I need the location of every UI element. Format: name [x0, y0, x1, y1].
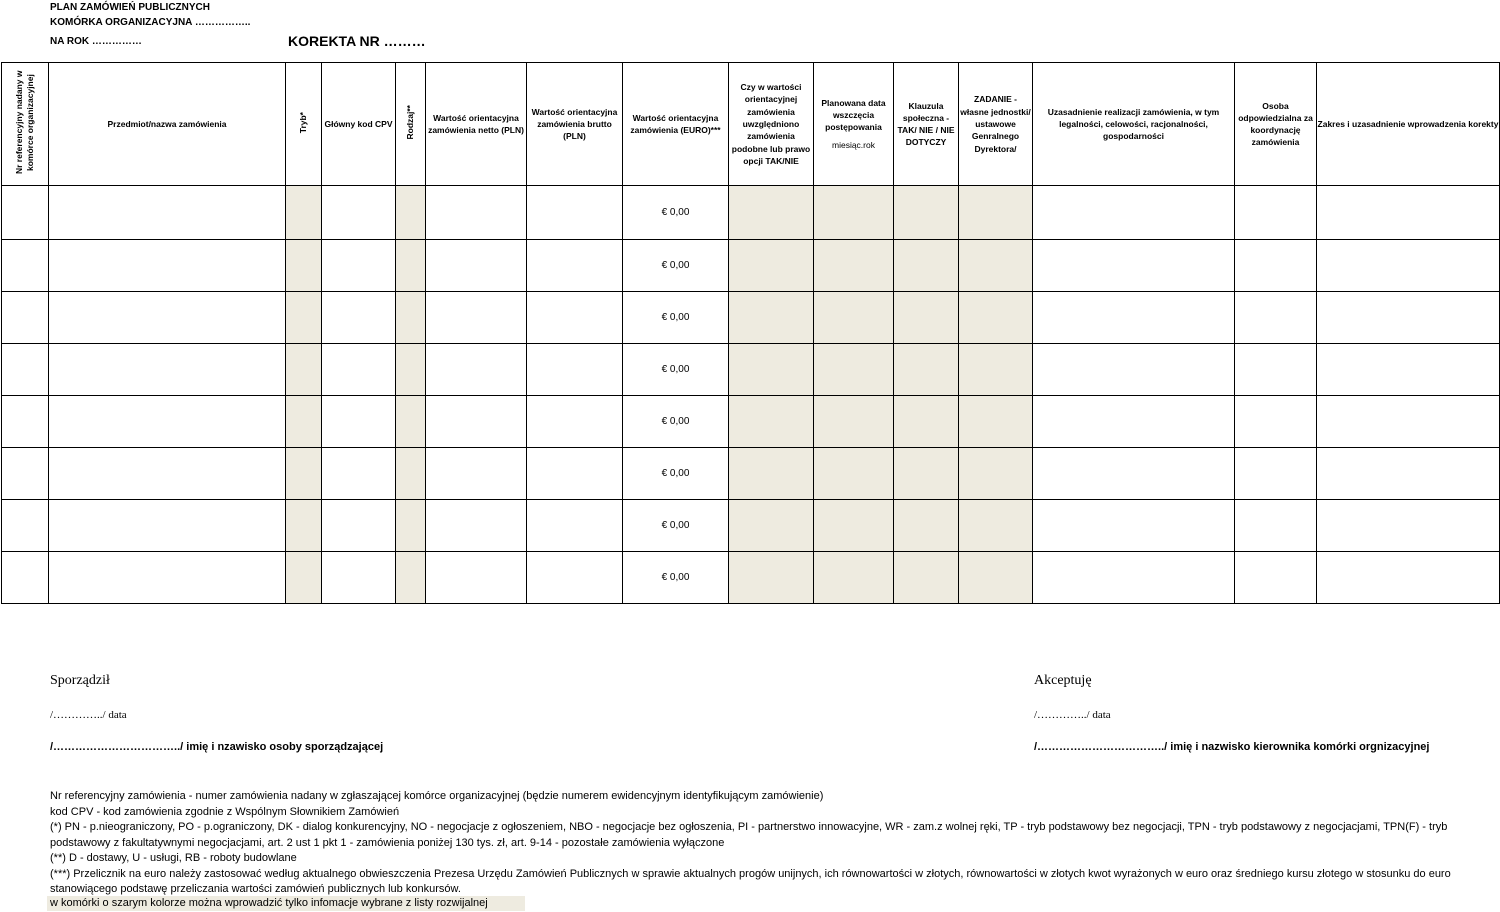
col-brutto: Wartość orientacyjna zamówienia brutto (PLN): [527, 63, 623, 186]
cell-uzasadnienie[interactable]: [1033, 344, 1235, 396]
cell-przedmiot[interactable]: [49, 500, 286, 552]
cell-zadanie[interactable]: [959, 240, 1033, 292]
cell-uzasadnienie[interactable]: [1033, 500, 1235, 552]
cell-klauzula[interactable]: [894, 448, 959, 500]
cell-zadanie[interactable]: [959, 292, 1033, 344]
cell-zadanie[interactable]: [959, 448, 1033, 500]
cell-netto[interactable]: [426, 500, 527, 552]
cell-zamowienia-podobne[interactable]: [729, 186, 814, 240]
cell-netto[interactable]: [426, 292, 527, 344]
cell-rodzaj[interactable]: [396, 186, 426, 240]
cell-zamowienia-podobne[interactable]: [729, 396, 814, 448]
header-title: PLAN ZAMÓWIEŃ PUBLICZNYCH: [50, 2, 210, 13]
cell-euro[interactable]: € 0,00: [623, 240, 729, 292]
table-row: [2, 448, 1500, 500]
col-kod-cpv: Główny kod CPV: [322, 63, 396, 186]
col-zamowienia-podobne: Czy w wartości orientacyjnej zamówienia uwzględniono zamówienia podobne lub prawo opcji TAK/NIE: [729, 63, 814, 186]
cell-kod-cpv[interactable]: [322, 344, 396, 396]
cell-uzasadnienie[interactable]: [1033, 448, 1235, 500]
cell-przedmiot[interactable]: [49, 186, 286, 240]
cell-osoba[interactable]: [1235, 396, 1317, 448]
cell-tryb[interactable]: [286, 240, 322, 292]
cell-korekta[interactable]: [1317, 186, 1500, 240]
plan-table: [1, 62, 1500, 604]
col-korekta: Zakres i uzasadnienie wprowadzenia korekty: [1317, 63, 1500, 186]
cell-zamowienia-podobne[interactable]: [729, 292, 814, 344]
cell-klauzula[interactable]: [894, 292, 959, 344]
cell-zadanie[interactable]: [959, 552, 1033, 604]
header-unit: KOMÓRKA ORGANIZACYJNA ……………..: [50, 17, 251, 28]
cell-nr-referencyjny[interactable]: [2, 500, 49, 552]
cell-osoba[interactable]: [1235, 240, 1317, 292]
cell-tryb[interactable]: [286, 396, 322, 448]
col-planowana-data: Planowana data wszczęcia postępowania miesiąc.rok: [814, 63, 894, 186]
cell-planowana-data[interactable]: [814, 552, 894, 604]
cell-zamowienia-podobne[interactable]: [729, 552, 814, 604]
cell-planowana-data[interactable]: [814, 240, 894, 292]
cell-uzasadnienie[interactable]: [1033, 396, 1235, 448]
cell-przedmiot[interactable]: [49, 552, 286, 604]
cell-kod-cpv[interactable]: [322, 552, 396, 604]
cell-korekta[interactable]: [1317, 448, 1500, 500]
col-zadanie: ZADANIE - własne jednostki/ ustawowe Genralnego Dyrektora/: [959, 63, 1033, 186]
cell-zamowienia-podobne[interactable]: [729, 240, 814, 292]
cell-uzasadnienie[interactable]: [1033, 552, 1235, 604]
cell-klauzula[interactable]: [894, 500, 959, 552]
cell-przedmiot[interactable]: [49, 344, 286, 396]
cell-planowana-data[interactable]: [814, 344, 894, 396]
cell-kod-cpv[interactable]: [322, 448, 396, 500]
cell-nr-referencyjny[interactable]: [2, 448, 49, 500]
cell-netto[interactable]: [426, 344, 527, 396]
cell-osoba[interactable]: [1235, 344, 1317, 396]
col-uzasadnienie: Uzasadnienie realizacji zamówienia, w tym legalności, celowości, racjonalności, gospodarności: [1033, 63, 1235, 186]
cell-netto[interactable]: [426, 396, 527, 448]
cell-zadanie[interactable]: [959, 500, 1033, 552]
cell-klauzula[interactable]: [894, 186, 959, 240]
cell-nr-referencyjny[interactable]: [2, 240, 49, 292]
cell-zamowienia-podobne[interactable]: [729, 448, 814, 500]
cell-brutto[interactable]: [527, 448, 623, 500]
cell-planowana-data[interactable]: [814, 292, 894, 344]
right-signature-title: Akceptuję: [1034, 673, 1092, 688]
cell-korekta[interactable]: [1317, 240, 1500, 292]
left-signature-name: /……………………………../ imię i nzawisko osoby sporządzającej: [50, 741, 384, 753]
left-signature-title: Sporządził: [50, 673, 110, 688]
cell-euro[interactable]: € 0,00: [623, 552, 729, 604]
left-signature-date: /…………../ data: [50, 709, 127, 721]
cell-tryb[interactable]: [286, 552, 322, 604]
cell-nr-referencyjny[interactable]: [2, 186, 49, 240]
cell-nr-referencyjny[interactable]: [2, 552, 49, 604]
cell-rodzaj[interactable]: [396, 448, 426, 500]
cell-netto[interactable]: [426, 186, 527, 240]
cell-korekta[interactable]: [1317, 344, 1500, 396]
col-przedmiot: Przedmiot/nazwa zamówienia: [49, 63, 286, 186]
cell-osoba[interactable]: [1235, 448, 1317, 500]
cell-nr-referencyjny[interactable]: [2, 396, 49, 448]
right-signature-name: /……………………………../ imię i nazwisko kierownika komórki orgnizacyjnej: [1034, 741, 1430, 753]
cell-uzasadnienie[interactable]: [1033, 292, 1235, 344]
cell-euro[interactable]: € 0,00: [623, 344, 729, 396]
korekta-number: KOREKTA NR ………: [288, 33, 426, 49]
cell-euro[interactable]: € 0,00: [623, 396, 729, 448]
footnotes: [50, 789, 1490, 898]
cell-korekta[interactable]: [1317, 552, 1500, 604]
header-year: NA ROK ……………: [50, 36, 142, 47]
cell-tryb[interactable]: [286, 186, 322, 240]
note-nr-referencyjny: Nr referencyjny zamówienia - numer zamówienia nadany w zgłaszającej komórce organizacyjnej (będzie numerem ewidencyjnym identyfikującym zamówienie): [50, 790, 824, 802]
cell-klauzula[interactable]: [894, 344, 959, 396]
cell-przedmiot[interactable]: [49, 240, 286, 292]
cell-brutto[interactable]: [527, 552, 623, 604]
col-netto: Wartość orientacyjna zamówienia netto (PLN): [426, 63, 527, 186]
cell-osoba[interactable]: [1235, 292, 1317, 344]
cell-euro[interactable]: € 0,00: [623, 292, 729, 344]
table-row: [2, 500, 1500, 552]
cell-tryb[interactable]: [286, 344, 322, 396]
cell-zadanie[interactable]: [959, 186, 1033, 240]
note-kod-cpv: kod CPV - kod zamówienia zgodnie z Wspólnym Słownikiem Zamówień: [50, 805, 400, 818]
cell-uzasadnienie[interactable]: [1033, 186, 1235, 240]
cell-nr-referencyjny[interactable]: [2, 344, 49, 396]
cell-netto[interactable]: [426, 240, 527, 292]
col-klauzula: Klauzula społeczna - TAK/ NIE / NIE DOTYCZY: [894, 63, 959, 186]
cell-euro[interactable]: € 0,00: [623, 448, 729, 500]
cell-klauzula[interactable]: [894, 552, 959, 604]
cell-kod-cpv[interactable]: [322, 186, 396, 240]
cell-zamowienia-podobne[interactable]: [729, 500, 814, 552]
cell-rodzaj[interactable]: [396, 552, 426, 604]
cell-kod-cpv[interactable]: [322, 396, 396, 448]
cell-klauzula[interactable]: [894, 396, 959, 448]
cell-przedmiot[interactable]: [49, 448, 286, 500]
col-euro: Wartość orientacyjna zamówienia (EURO)***: [623, 63, 729, 186]
note-euro: (***) Przelicznik na euro należy zastosować według aktualnego obwieszczenia Prezesa Urzędu Zamówień Publicznych w sprawie aktualnych progów unijnych, ich równowartości w złotych, równowartości w złotych kwot wyrażonych w euro oraz średniego kursu złotego w stosunku do euro stanowiącego podstawę przeliczania wartości zamówień publicznych lub konkursów.: [50, 867, 1451, 895]
table-row: [2, 552, 1500, 604]
cell-kod-cpv[interactable]: [322, 240, 396, 292]
cell-rodzaj[interactable]: [396, 240, 426, 292]
col-tryb: Tryb*: [286, 63, 322, 186]
cell-brutto[interactable]: [527, 396, 623, 448]
cell-kod-cpv[interactable]: [322, 500, 396, 552]
cell-zadanie[interactable]: [959, 344, 1033, 396]
cell-osoba[interactable]: [1235, 500, 1317, 552]
cell-zadanie[interactable]: [959, 396, 1033, 448]
col-osoba: Osoba odpowiedzialna za koordynację zamówienia: [1235, 63, 1317, 186]
cell-tryb[interactable]: [286, 448, 322, 500]
shaded-cells-legend: w komórki o szarym kolorze można wprowadzić tylko infomacje wybrane z listy rozwijalnej: [47, 896, 525, 911]
cell-brutto[interactable]: [527, 344, 623, 396]
cell-korekta[interactable]: [1317, 292, 1500, 344]
cell-nr-referencyjny[interactable]: [2, 292, 49, 344]
cell-tryb[interactable]: [286, 292, 322, 344]
cell-przedmiot[interactable]: [49, 292, 286, 344]
note-rodzaj: (**) D - dostawy, U - usługi, RB - roboty budowlane: [50, 852, 297, 864]
cell-planowana-data[interactable]: [814, 448, 894, 500]
cell-rodzaj[interactable]: [396, 344, 426, 396]
table-row: [2, 186, 1500, 240]
note-tryb: (*) PN - p.nieograniczony, PO - p.ograniczony, DK - dialog konkurencyjny, NO - negocjacje z ogłoszeniem, NBO - negocjacje bez ogłoszenia, PI - partnerstwo innowacyjne, WR - zam.z wolnej ręki, TP - tryb podstawowy bez negocjacji, TPN - tryb podstawowy z negocjacjami, TPN(F) - tryb podstawowy z fakultatywnymi negocjacjami, art. 2 ust 1 pkt 1 - zamówienia poniżej 130 tys. zł, art. 9-14 - pozostałe zamówienia wyłączone: [50, 821, 1448, 849]
cell-osoba[interactable]: [1235, 552, 1317, 604]
table-row: [2, 240, 1500, 292]
cell-osoba[interactable]: [1235, 186, 1317, 240]
cell-euro[interactable]: € 0,00: [623, 500, 729, 552]
cell-brutto[interactable]: [527, 500, 623, 552]
table-row: [2, 344, 1500, 396]
cell-planowana-data[interactable]: [814, 186, 894, 240]
col-nr-referencyjny: Nr referencyjny nadany w komórce organizacyjnej: [2, 63, 49, 186]
table-row: [2, 396, 1500, 448]
cell-zamowienia-podobne[interactable]: [729, 344, 814, 396]
cell-przedmiot[interactable]: [49, 396, 286, 448]
table-row: [2, 292, 1500, 344]
cell-brutto[interactable]: [527, 292, 623, 344]
cell-korekta[interactable]: [1317, 500, 1500, 552]
cell-klauzula[interactable]: [894, 240, 959, 292]
col-rodzaj: Rodzaj**: [396, 63, 426, 186]
cell-kod-cpv[interactable]: [322, 292, 396, 344]
cell-planowana-data[interactable]: [814, 396, 894, 448]
cell-planowana-data[interactable]: [814, 500, 894, 552]
right-signature-date: /…………../ data: [1034, 709, 1111, 721]
cell-brutto[interactable]: [527, 240, 623, 292]
cell-uzasadnienie[interactable]: [1033, 240, 1235, 292]
cell-brutto[interactable]: [527, 186, 623, 240]
cell-netto[interactable]: [426, 448, 527, 500]
cell-rodzaj[interactable]: [396, 500, 426, 552]
cell-rodzaj[interactable]: [396, 292, 426, 344]
cell-tryb[interactable]: [286, 500, 322, 552]
cell-netto[interactable]: [426, 552, 527, 604]
cell-euro[interactable]: € 0,00: [623, 186, 729, 240]
cell-rodzaj[interactable]: [396, 396, 426, 448]
cell-korekta[interactable]: [1317, 396, 1500, 448]
header-row: [2, 63, 1500, 186]
